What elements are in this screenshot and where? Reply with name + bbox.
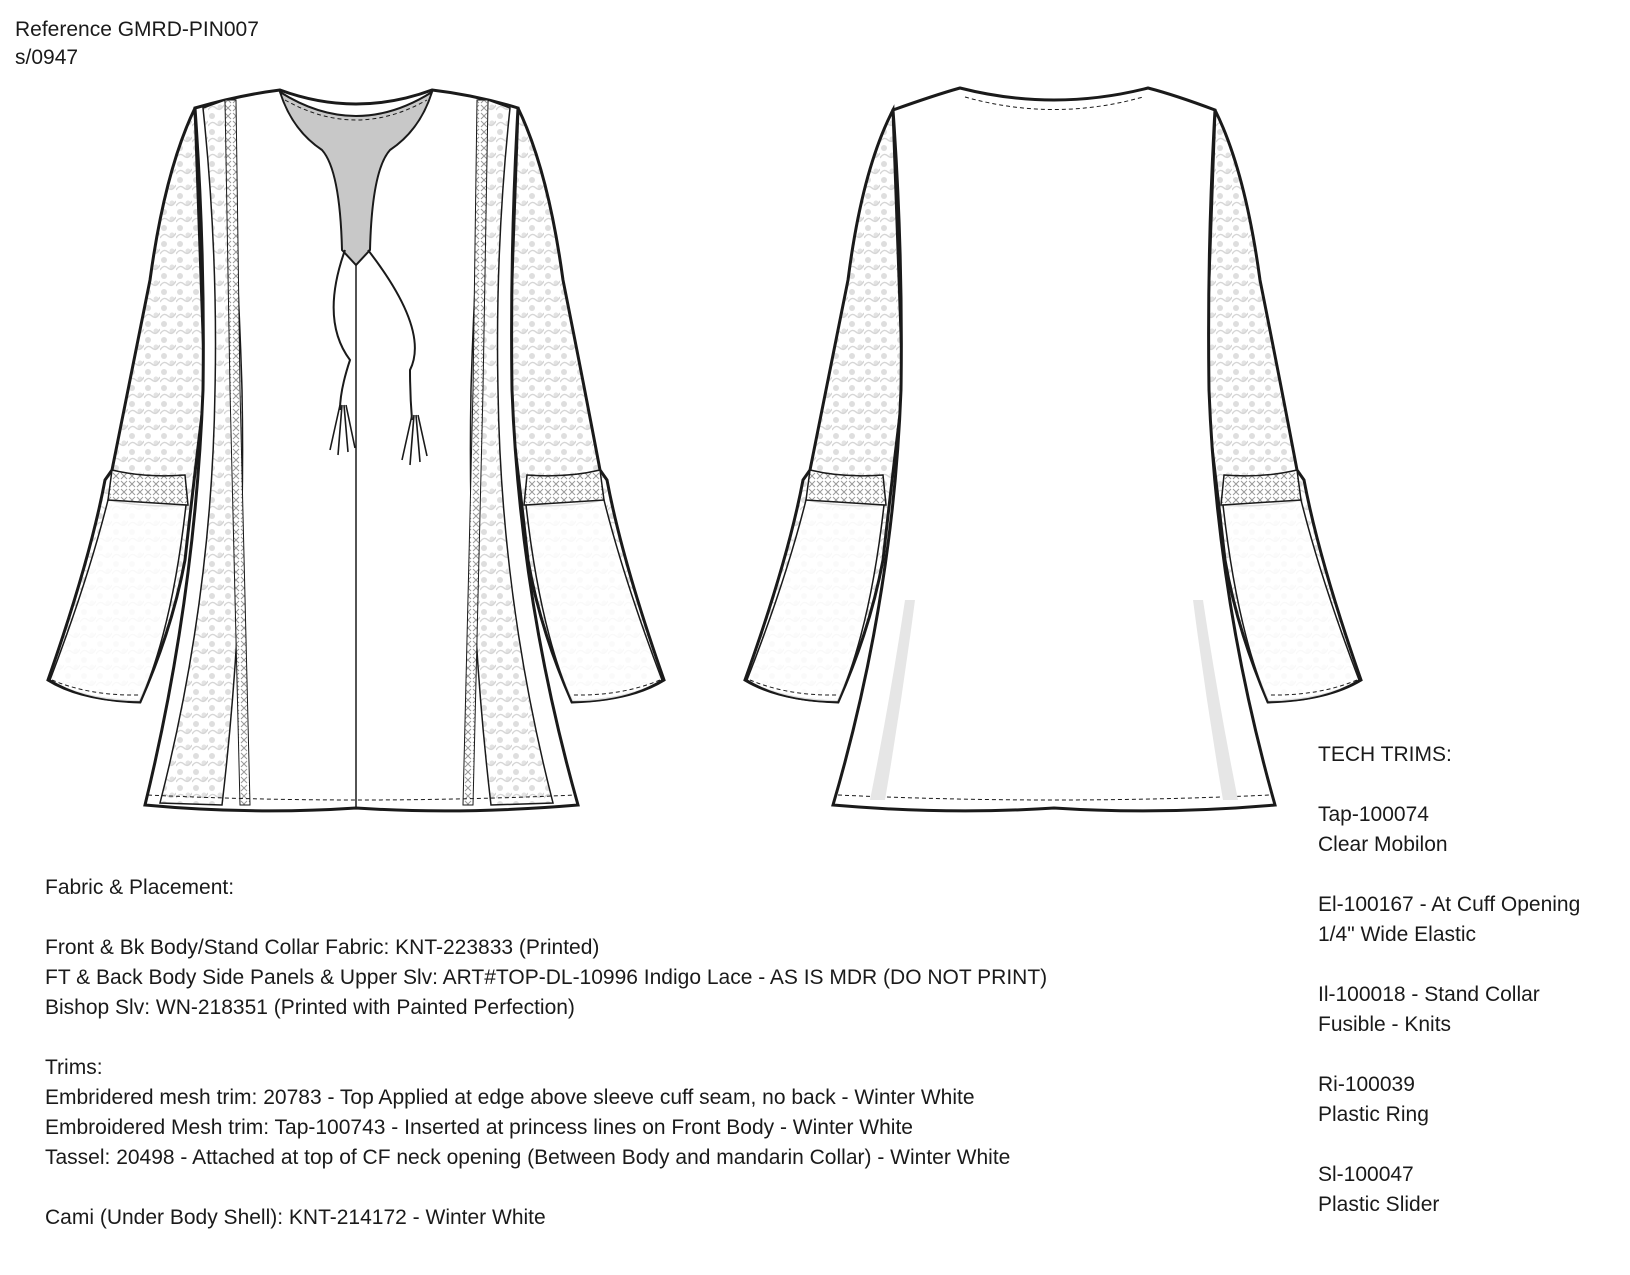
- side-panels-line: FT & Back Body Side Panels & Upper Slv: ART#TOP-DL-10996 Indigo Lace - AS IS MDR (DO NOT PRINT): [45, 966, 1048, 989]
- spacer: [1318, 770, 1580, 800]
- spacer: [45, 1173, 1047, 1203]
- tech-trim-desc: Plastic Ring: [1318, 1103, 1429, 1126]
- tech-trim-code: Tap-100074: [1318, 803, 1429, 826]
- tech-trim-desc: Plastic Slider: [1318, 1193, 1440, 1216]
- tech-trim-code: Sl-100047: [1318, 1163, 1414, 1186]
- tech-trim-desc: 1/4" Wide Elastic: [1318, 923, 1477, 946]
- trim-line: Tassel: 20498 - Attached at top of CF neck opening (Between Body and mandarin Collar) - Winter White: [45, 1146, 1011, 1169]
- spacer: [1318, 950, 1580, 980]
- body-fabric-line: Front & Bk Body/Stand Collar Fabric: KNT-223833 (Printed): [45, 936, 600, 959]
- back-body: [833, 88, 1275, 811]
- reference-number: Reference GMRD-PIN007: [15, 18, 259, 41]
- cami-line: Cami (Under Body Shell): KNT-214172 - Winter White: [45, 1206, 546, 1229]
- tech-trim-desc: Fusible - Knits: [1318, 1013, 1452, 1036]
- bishop-sleeve-line: Bishop Slv: WN-218351 (Printed with Painted Perfection): [45, 996, 575, 1019]
- tech-trim-code: Il-100018 - Stand Collar: [1318, 983, 1540, 1006]
- tech-trim-code: El-100167 - At Cuff Opening: [1318, 893, 1581, 916]
- trim-line: Embridered mesh trim: 20783 - Top Applied at edge above sleeve cuff seam, no back - Winter White: [45, 1086, 975, 1109]
- back-view: [745, 88, 1361, 811]
- spacer: [1318, 860, 1580, 890]
- season-code: s/0947: [15, 46, 79, 69]
- spacer: [45, 1023, 1047, 1053]
- tech-trims-heading: TECH TRIMS:: [1318, 743, 1452, 766]
- front-view: [48, 90, 664, 811]
- trim-line: Embroidered Mesh trim: Tap-100743 - Inserted at princess lines on Front Body - Winter White: [45, 1116, 913, 1139]
- fabric-heading: Fabric & Placement:: [45, 876, 235, 899]
- spacer: [1318, 1130, 1580, 1160]
- trims-heading: Trims:: [45, 1056, 103, 1079]
- spacer: [45, 903, 1047, 933]
- front-body: [145, 90, 578, 811]
- tech-trim-desc: Clear Mobilon: [1318, 833, 1448, 856]
- fabric-placement-notes: [45, 873, 1047, 1233]
- spacer: [1318, 1040, 1580, 1070]
- tech-trims-list: [1318, 740, 1580, 1220]
- tech-trim-code: Ri-100039: [1318, 1073, 1415, 1096]
